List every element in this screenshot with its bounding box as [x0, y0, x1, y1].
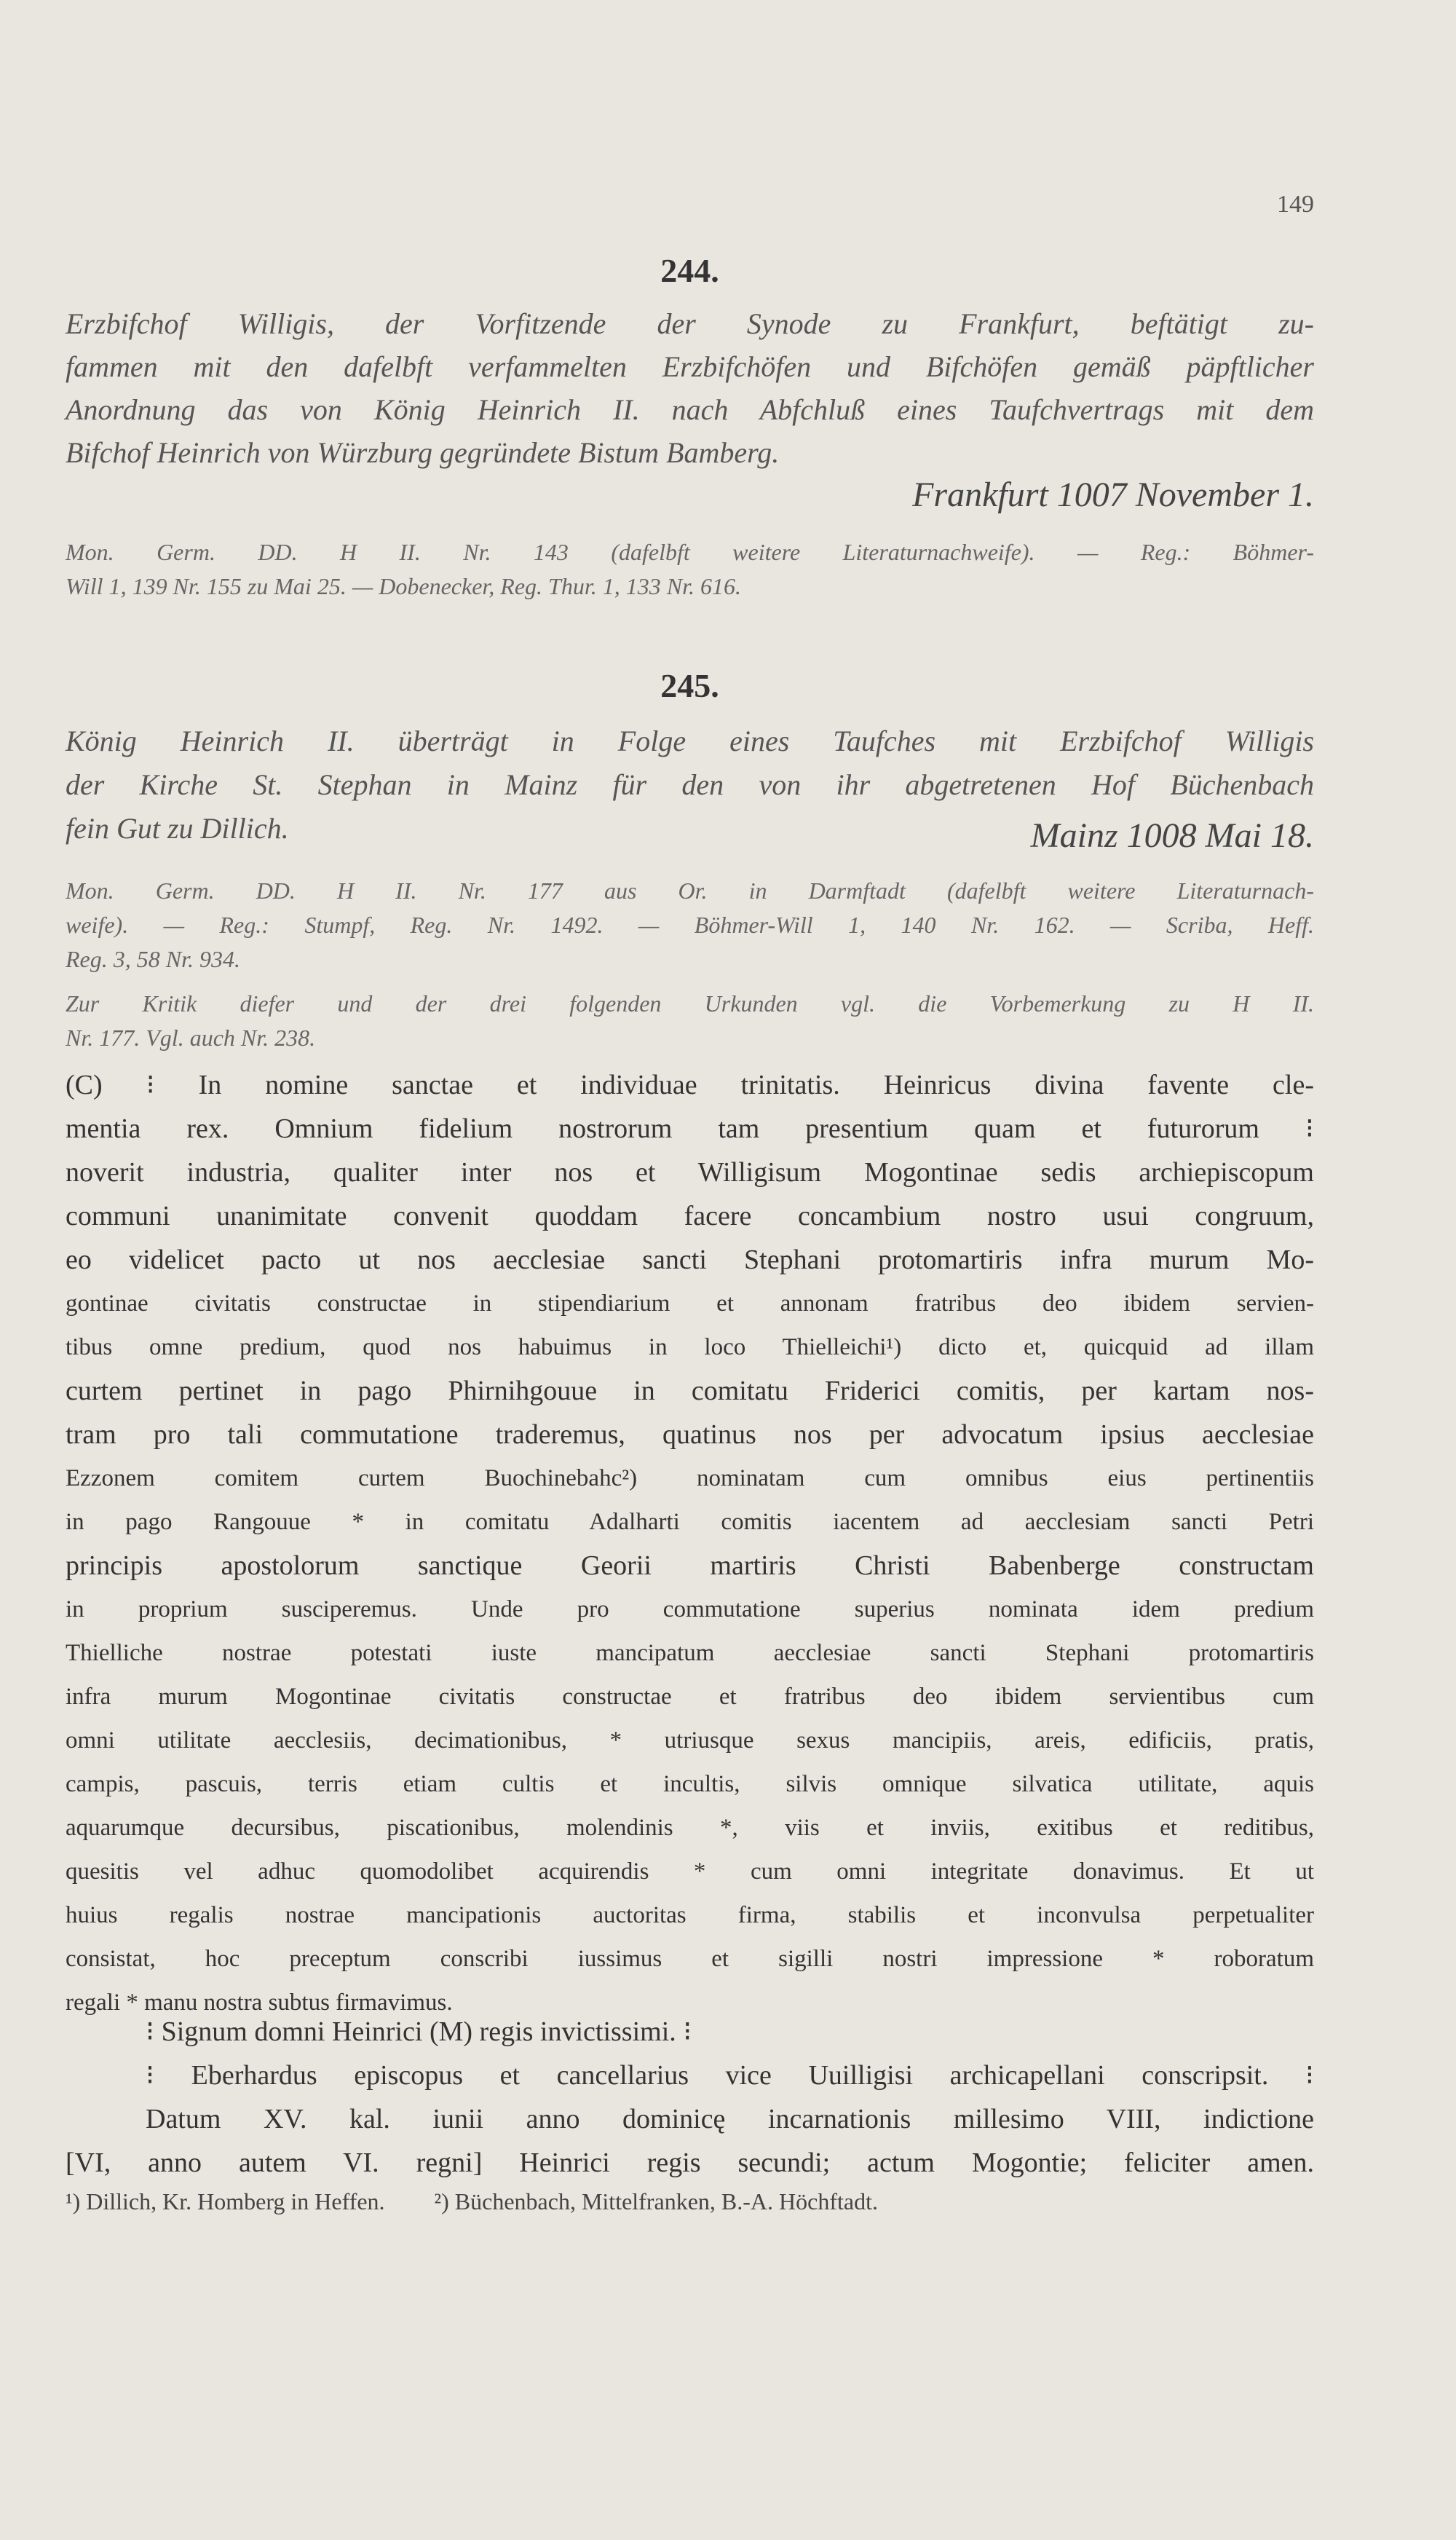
doc-245-regest-line: fein Gut zu Dillich. [66, 812, 289, 845]
charter-text-line: gontinae civitatis constructae in stipendiarium et annonam fratribus deo ibidem servien- [66, 1290, 1314, 1317]
doc-245-regest-line: König Heinrich II. überträgt in Folge eines Taufches mit Erzbifchof Willigis [66, 725, 1314, 757]
footnote: ²) Büchenbach, Mittelfranken, B.-A. Höchftadt. [434, 2188, 878, 2214]
note-line: Nr. 177. Vgl. auch Nr. 238. [66, 1025, 316, 1051]
charter-text-line: consistat, hoc preceptum conscribi iussimus et sigilli nostri impressione * roboratum [66, 1946, 1314, 1972]
charter-text-line: Thielliche nostrae potestati iuste mancipatum aecclesiae sancti Stephani protomartiris [66, 1640, 1314, 1666]
datum-line: [VI, anno autem VI. regni] Heinrici regis secundi; actum Mogontie; feliciter amen. [66, 2147, 1314, 2178]
reference-line: Reg. 3, 58 Nr. 934. [66, 946, 240, 972]
footnote: ¹) Dillich, Kr. Homberg in Heffen. [66, 2188, 385, 2214]
book-page [66, 0, 1314, 2540]
doc-244-references [66, 535, 1314, 604]
doc-244-regest-line: Anordnung das von König Heinrich II. nach Abfchluß eines Taufchvertrags mit dem [66, 393, 1314, 426]
charter-text-line: noverit industria, qualiter inter nos et Willigisum Mogontinae sedis archiepiscopum [66, 1157, 1314, 1188]
doc-244-place-date: Frankfurt 1007 November 1. [912, 476, 1314, 514]
charter-text-line: mentia rex. Omnium fidelium nostrorum tam presentium quam et futurorum ⁝ [66, 1113, 1314, 1144]
doc-245-number: 245. [660, 667, 719, 704]
page-number: 149 [1277, 191, 1314, 218]
charter-text-line: quesitis vel adhuc quomodolibet acquirendis * cum omni integritate donavimus. Et ut [66, 1858, 1314, 1885]
charter-text-line: curtem pertinet in pago Phirnihgouue in comitatu Friderici comitis, per kartam nos- [66, 1376, 1314, 1406]
recognition-line: ⁝ Eberhardus episcopus et cancellarius vice Uuilligisi archicapellani conscripsit. ⁝ [146, 2060, 1314, 2091]
charter-text-line: campis, pascuis, terris etiam cultis et incultis, silvis omnique silvatica utilitate, aquis [66, 1771, 1314, 1797]
charter-text-line: huius regalis nostrae mancipationis auctoritas firma, stabilis et inconvulsa perpetualiter [66, 1902, 1314, 1928]
signum-line: ⁝ Signum domni Heinrici (M) regis invictissimi. ⁝ [146, 2016, 692, 2047]
doc-244-regest-line: fammen mit den dafelbft verfammelten Erzbifchöfen und Bifchöfen gemäß päpftlicher [66, 350, 1314, 383]
charter-text-line: in proprium susciperemus. Unde pro commutatione superius nominata idem predium [66, 1596, 1314, 1622]
charter-text-line: omni utilitate aecclesiis, decimationibus, * utriusque sexus mancipiis, areis, edificiis, pratis, [66, 1727, 1314, 1754]
charter-text-line: eo videlicet pacto ut nos aecclesiae sancti Stephani protomartiris infra murum Mo- [66, 1245, 1314, 1275]
charter-text-line: Ezzonem comitem curtem Buochinebahc²) nominatam cum omnibus eius pertinentiis [66, 1465, 1314, 1491]
reference-line: Mon. Germ. DD. H II. Nr. 143 (dafelbft weitere Literaturnachweife). — Reg.: Böhmer- [66, 539, 1314, 565]
reference-line: weife). — Reg.: Stumpf, Reg. Nr. 1492. — Böhmer-Will 1, 140 Nr. 162. — Scriba, Heff. [66, 912, 1314, 938]
reference-line: Will 1, 139 Nr. 155 zu Mai 25. — Dobenecker, Reg. Thur. 1, 133 Nr. 616. [66, 573, 741, 599]
charter-text-line: tibus omne predium, quod nos habuimus in loco Thielleichi¹) dicto et, quicquid ad illam [66, 1334, 1314, 1360]
charter-text-line: infra murum Mogontinae civitatis constructae et fratribus deo ibidem servientibus cum [66, 1684, 1314, 1710]
charter-text-line: in pago Rangouue * in comitatu Adalharti comitis iacentem ad aecclesiam sancti Petri [66, 1509, 1314, 1535]
doc-245-references [66, 874, 1314, 977]
charter-text-line: (C) ⁝ In nomine sanctae et individuae trinitatis. Heinricus divina favente cle- [66, 1070, 1314, 1100]
doc-244-regest-line: Erzbifchof Willigis, der Vorfitzende der Synode zu Frankfurt, beftätigt zu- [66, 307, 1314, 340]
footnotes [66, 2188, 1314, 2215]
doc-245-place-date: Mainz 1008 Mai 18. [1030, 816, 1314, 855]
charter-text-line: aquarumque decursibus, piscationibus, molendinis *, viis et inviis, exitibus et reditibus, [66, 1815, 1314, 1841]
charter-text-line: principis apostolorum sanctique Georii martiris Christi Babenberge constructam [66, 1550, 1314, 1581]
charter-text-line: communi unanimitate convenit quoddam facere concambium nostro usui congruum, [66, 1201, 1314, 1231]
doc-245-regest-line: der Kirche St. Stephan in Mainz für den von ihr abgetretenen Hof Büchenbach [66, 768, 1314, 801]
charter-text-line: regali * manu nostra subtus firmavimus. [66, 1989, 453, 2016]
doc-245-note [66, 987, 1314, 1055]
reference-line: Mon. Germ. DD. H II. Nr. 177 aus Or. in Darmftadt (dafelbft weitere Literaturnach- [66, 877, 1314, 904]
charter-text-line: tram pro tali commutatione traderemus, quatinus nos per advocatum ipsius aecclesiae [66, 1419, 1314, 1450]
doc-244-number: 244. [660, 252, 719, 289]
doc-244-regest-line: Bifchof Heinrich von Würzburg gegründete Bistum Bamberg. [66, 436, 780, 469]
datum-line: Datum XV. kal. iunii anno dominicę incarnationis millesimo VIII, indictione [146, 2104, 1314, 2134]
note-line: Zur Kritik diefer und der drei folgenden Urkunden vgl. die Vorbemerkung zu H II. [66, 990, 1314, 1017]
